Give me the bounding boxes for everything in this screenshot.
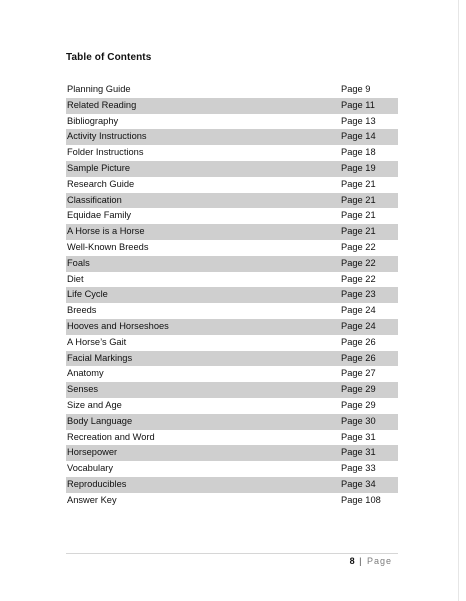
toc-entry-label: Classification: [67, 194, 122, 205]
toc-entry-page: Page 34: [341, 478, 376, 489]
toc-row: [66, 98, 398, 114]
toc-entry-page: Page 26: [341, 352, 376, 363]
toc-entry-label: Body Language: [67, 415, 133, 426]
toc-entry-page: Page 21: [341, 210, 376, 221]
toc-row: [66, 177, 398, 193]
toc-entry-page: Page 27: [341, 368, 376, 379]
toc-entry-page: Page 29: [341, 399, 376, 410]
toc-row: [66, 240, 398, 256]
footer-separator: |: [359, 556, 363, 566]
toc-entry-page: Page 22: [341, 241, 376, 252]
toc-entry-page: Page 21: [341, 226, 376, 237]
toc-entry-page: Page 22: [341, 273, 376, 284]
toc-entry-label: Related Reading: [67, 99, 137, 110]
toc-entry-page: Page 29: [341, 384, 376, 395]
toc-row: [66, 366, 398, 382]
toc-entry-label: Bibliography: [67, 115, 119, 126]
toc-entry-page: Page 18: [341, 147, 376, 158]
toc-entry-label: Recreation and Word: [67, 431, 155, 442]
toc-entry-label: Breeds: [67, 305, 97, 316]
toc-entry-label: Foals: [67, 257, 90, 268]
toc-row: [66, 319, 398, 335]
toc-entry-page: Page 26: [341, 336, 376, 347]
toc-row: [66, 493, 398, 509]
toc-entry-label: Hooves and Horseshoes: [67, 320, 169, 331]
toc-row: [66, 287, 398, 303]
toc-entry-page: Page 24: [341, 320, 376, 331]
toc-row: [66, 477, 398, 493]
toc-entry-label: Planning Guide: [67, 84, 131, 94]
toc-row: [66, 114, 398, 130]
toc-row: [66, 161, 398, 177]
toc-entry-label: Folder Instructions: [67, 147, 144, 158]
footer-page-word: Page: [366, 556, 392, 566]
toc-entry-label: Senses: [67, 384, 99, 395]
toc-entry-label: Answer Key: [67, 494, 117, 505]
footer-divider: [66, 553, 398, 554]
toc-entry-label: Vocabulary: [67, 463, 113, 474]
toc-entry-label: A Horse is a Horse: [67, 226, 145, 237]
toc-row: [66, 445, 398, 461]
toc-row: [66, 82, 398, 98]
toc-row: [66, 272, 398, 288]
toc-entry-page: Page 22: [341, 257, 376, 268]
toc-entry-page: Page 13: [341, 115, 376, 126]
toc-entry-label: Well-Known Breeds: [67, 241, 149, 252]
toc-entry-page: Page 31: [341, 431, 376, 442]
toc-entry-label: Equidae Family: [67, 210, 132, 221]
page-footer: [350, 556, 392, 566]
toc-entry-page: Page 9: [341, 84, 371, 94]
toc-entry-label: Research Guide: [67, 178, 135, 189]
toc-entry-label: Sample Picture: [67, 162, 131, 173]
toc-entry-label: A Horse’s Gait: [67, 336, 127, 347]
toc-row: [66, 382, 398, 398]
toc-entry-label: Facial Markings: [67, 352, 133, 363]
page-title: Table of Contents: [66, 52, 152, 63]
toc-entry-label: Reproducibles: [67, 478, 127, 489]
toc-row: [66, 461, 398, 477]
toc-row: [66, 335, 398, 351]
toc-entry-page: Page 19: [341, 162, 376, 173]
toc-row: [66, 430, 398, 446]
toc-entry-page: Page 31: [341, 447, 376, 458]
toc-entry-page: Page 21: [341, 178, 376, 189]
toc-entry-label: Size and Age: [67, 399, 122, 410]
toc-entry-page: Page 33: [341, 463, 376, 474]
toc-entry-label: Life Cycle: [67, 289, 108, 300]
toc-row: [66, 398, 398, 414]
toc-row: [66, 256, 398, 272]
toc-entry-page: Page 21: [341, 194, 376, 205]
toc-row: [66, 351, 398, 367]
toc-row: [66, 129, 398, 145]
toc-row: [66, 303, 398, 319]
toc-entry-label: Diet: [67, 273, 84, 284]
toc-entry-page: Page 11: [341, 99, 375, 110]
toc-entry-label: Horsepower: [67, 447, 118, 458]
toc-row: [66, 208, 398, 224]
toc-entry-page: Page 23: [341, 289, 376, 300]
toc-entry-page: Page 30: [341, 415, 376, 426]
toc-row: [66, 193, 398, 209]
toc-entry-page: Page 14: [341, 131, 376, 142]
toc-row: [66, 224, 398, 240]
toc-entry-label: Activity Instructions: [67, 131, 147, 142]
toc-row: [66, 145, 398, 161]
toc-entry-page: Page 24: [341, 305, 376, 316]
toc-row: [66, 414, 398, 430]
toc-entry-label: Anatomy: [67, 368, 104, 379]
table-of-contents: [66, 82, 398, 509]
toc-entry-page: Page 108: [341, 494, 381, 505]
footer-page-number: 8: [349, 556, 355, 566]
